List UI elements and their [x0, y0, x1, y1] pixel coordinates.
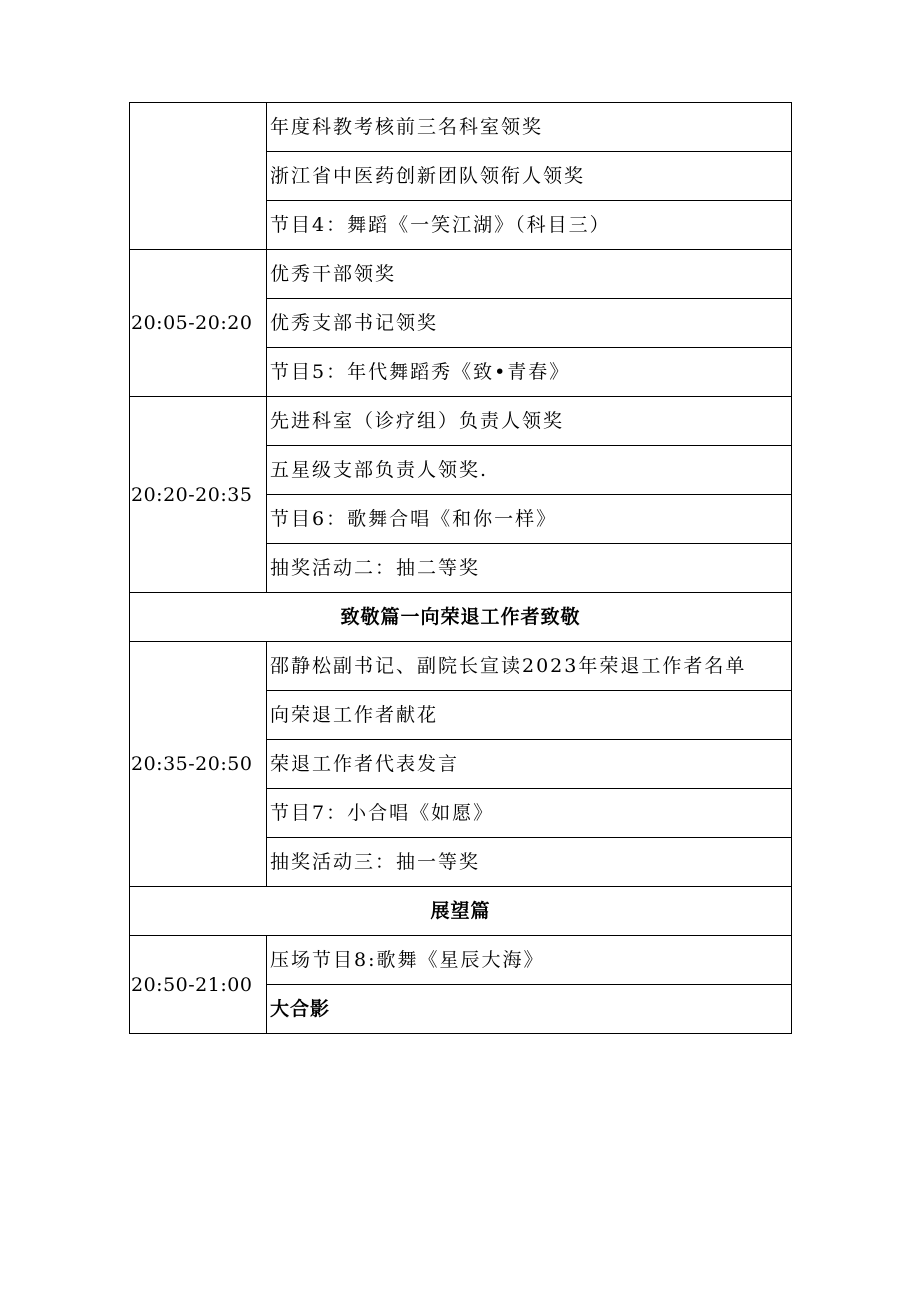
item-cell: 荣退工作者代表发言 [267, 740, 792, 789]
time-cell: 20:05-20:20 [130, 250, 267, 397]
item-cell: 先进科室（诊疗组）负责人领奖 [267, 397, 792, 446]
item-cell: 向荣退工作者献花 [267, 691, 792, 740]
item-cell: 节目5：年代舞蹈秀《致•青春》 [267, 348, 792, 397]
section-heading: 致敬篇一向荣退工作者致敬 [130, 593, 792, 642]
time-cell [130, 103, 267, 250]
item-cell: 抽奖活动二：抽二等奖 [267, 544, 792, 593]
schedule-table [129, 102, 792, 1034]
item-cell: 优秀干部领奖 [267, 250, 792, 299]
time-cell: 20:50-21:00 [130, 936, 267, 1034]
item-cell: 节目4：舞蹈《一笑江湖》（科目三） [267, 201, 792, 250]
item-cell: 邵静松副书记、副院长宣读2023年荣退工作者名单 [267, 642, 792, 691]
item-cell: 优秀支部书记领奖 [267, 299, 792, 348]
table-row [130, 936, 792, 985]
section-row [130, 593, 792, 642]
time-cell: 20:20-20:35 [130, 397, 267, 593]
item-cell: 五星级支部负责人领奖. [267, 446, 792, 495]
table-row [130, 250, 792, 299]
table-row [130, 397, 792, 446]
item-cell: 节目7：小合唱《如愿》 [267, 789, 792, 838]
item-cell: 抽奖活动三：抽一等奖 [267, 838, 792, 887]
item-cell: 年度科教考核前三名科室领奖 [267, 103, 792, 152]
section-heading: 展望篇 [130, 887, 792, 936]
section-row [130, 887, 792, 936]
item-cell: 大合影 [267, 985, 792, 1034]
time-cell: 20:35-20:50 [130, 642, 267, 887]
item-cell: 浙江省中医药创新团队领衔人领奖 [267, 152, 792, 201]
item-cell: 压场节目8:歌舞《星辰大海》 [267, 936, 792, 985]
table-row [130, 642, 792, 691]
table-row [130, 103, 792, 152]
item-cell: 节目6：歌舞合唱《和你一样》 [267, 495, 792, 544]
